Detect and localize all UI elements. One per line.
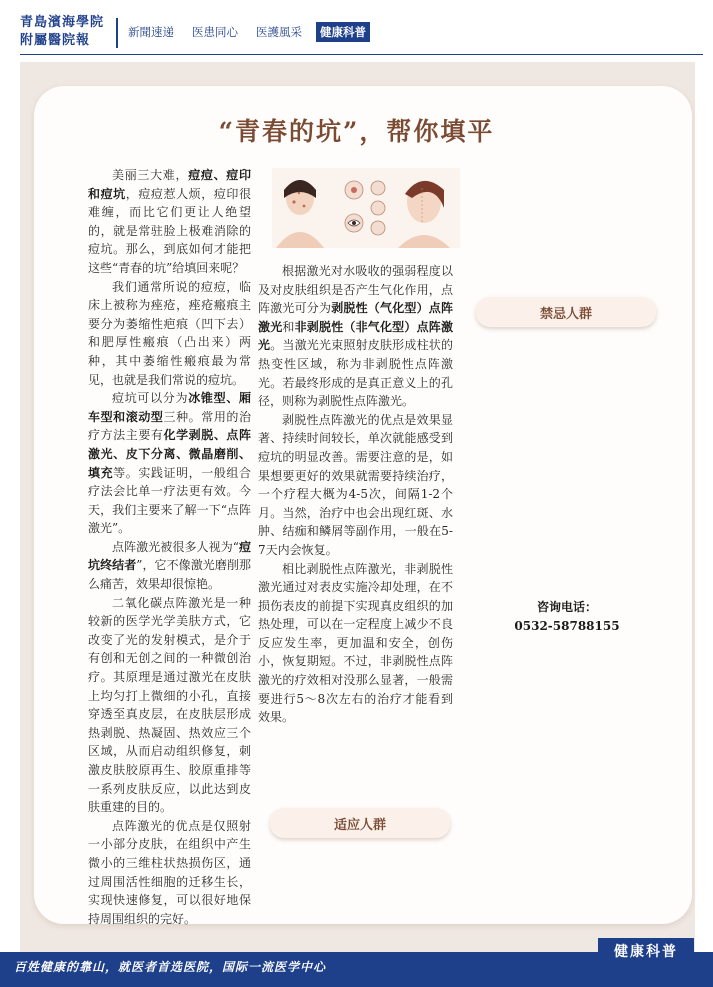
paragraph: 二氧化碳点阵激光是一种较新的医学光学美肤方式，它改变了光的发射模式，是介于有创和无创之间的一种微创治疗。其原理是通过激光在皮肤上均匀打上微细的小孔，直接穿透至真皮层，在皮肤层形成热剥脱、热凝固、热效应三个区域，从而启动组织修复，刺激皮肤胶原再生、胶原重排等一系列皮肤反应，以此达到皮肤重建的目的。 (88, 595, 251, 815)
column-1 (88, 166, 251, 928)
paragraph: 剥脱性点阵激光的优点是效果显著、持续时间较长，单次就能感受到痘坑的明显改善。需要注意的是，如果想要更好的效果就需要持续治疗，一个疗程大概为4-5次，间隔1-2个月。当然，治疗中也会出现红斑、水肿、结痂和鳞屑等副作用，一般在5-7天内会恢复。 (258, 412, 453, 557)
paragraph: 我们通常所说的痘痘，临床上被称为痤疮，痤疮瘢痕主要分为萎缩性疤痕（凹下去）和肥厚性瘢痕（凸出来）两种，其中萎缩性瘢痕最为常见，也就是我们常说的痘坑。 (88, 279, 251, 387)
bold-text: 剥脱性（气化型）点阵激光 (258, 301, 453, 334)
footer-slogan: 百姓健康的靠山，就医者首选医院，国际一流医学中心 (14, 960, 327, 974)
title-line-2: 附屬醫院報 (20, 33, 91, 48)
section-heading-suitable-people: 适应人群 (270, 808, 450, 838)
paragraph: 相比剥脱性点阵激光，非剥脱性激光通过对表皮实施冷却处理，在不损伤表皮的前提下实现真皮组织的加热处理，可以在一定程度上减少不良反应发生率，更加温和安全，创伤小，恢复期短。不过，非剥脱性点阵激光的疗效相对没那么显著，一般需要进行5～8次左右的治疗才能看到效果。 (258, 561, 453, 725)
nav-health-science[interactable]: 健康科普 (316, 22, 370, 42)
newspaper-title (20, 14, 104, 50)
masthead-rule (20, 54, 703, 55)
column-2-body (258, 262, 453, 727)
masthead-divider (116, 18, 118, 48)
column-3-tail (476, 598, 658, 635)
nav-staff[interactable]: 医護風采 (256, 25, 302, 39)
column-2 (258, 262, 453, 727)
bold-text: 非剥脱性（非气化型）点阵激光 (258, 319, 453, 353)
paragraph: 美丽三大难，痘痘、痘印和痘坑，痘痘惹人烦，痘印很难缠，而比它们更让人绝望的，就是常驻脸上极难消除的痘坑。那么，到底如何才能把这些“青春的坑”给填回来呢？ (88, 168, 251, 275)
paragraph: 根据激光对水吸收的强弱程度以及对皮肤组织是否产生气化作用，点阵激光可分为剥脱性（气化型）点阵激光和非剥脱性（非气化型）点阵激光。当激光光束照射皮肤形成柱状的热变性区域，称为非剥脱性点阵激光。若最终形成的是真正意义上的孔径，则称为剥脱性点阵激光。 (258, 264, 453, 409)
footer-section-tag: 健康科普 (598, 938, 694, 964)
paragraph: 点阵激光被很多人视为“痘坑终结者”，它不像激光磨削那么痛苦，效果却很惊艳。 (88, 539, 251, 592)
bold-text: 痘坑终结者 (88, 539, 251, 573)
masthead (20, 14, 703, 52)
title-line-1: 青島濱海學院 (20, 15, 105, 30)
contact-label: 咨询电话： (536, 600, 597, 614)
skin-care-illustration (272, 168, 460, 248)
article-title: “青春的坑”，帮你填平 (218, 117, 495, 146)
section-heading-contraindications: 禁忌人群 (476, 297, 656, 327)
nav-doctor-patient[interactable]: 医患同心 (192, 25, 238, 39)
faces-illustration-icon (272, 168, 460, 248)
bold-text: 痘痘、痘印和痘坑 (88, 168, 251, 201)
paragraph: 点阵激光的优点是仅照射一小部分皮肤，在组织中产生微小的三维柱状热损伤区，通过周围活性细胞的迁移生长，实现快速修复，可以很好地保持周围组织的完好。 (88, 818, 251, 926)
nav-news[interactable]: 新聞速递 (128, 25, 174, 39)
bold-text: 冰锥型、厢车型和滚动型 (88, 391, 251, 424)
paragraph: 痘坑可以分为冰锥型、厢车型和滚动型三种。常用的治疗方法主要有化学剥脱、点阵激光、皮下分离、微晶磨削、填充等。实践证明，一般组合疗法会比单一疗法更有效。今天，我们主要来了解一下“点阵激光”。 (88, 391, 251, 536)
section-nav (124, 22, 370, 42)
bold-text: 化学剥脱、点阵激光、皮下分离、微晶磨削、填充 (88, 428, 251, 480)
contact-phone[interactable]: 0532-58788155 (514, 618, 620, 633)
